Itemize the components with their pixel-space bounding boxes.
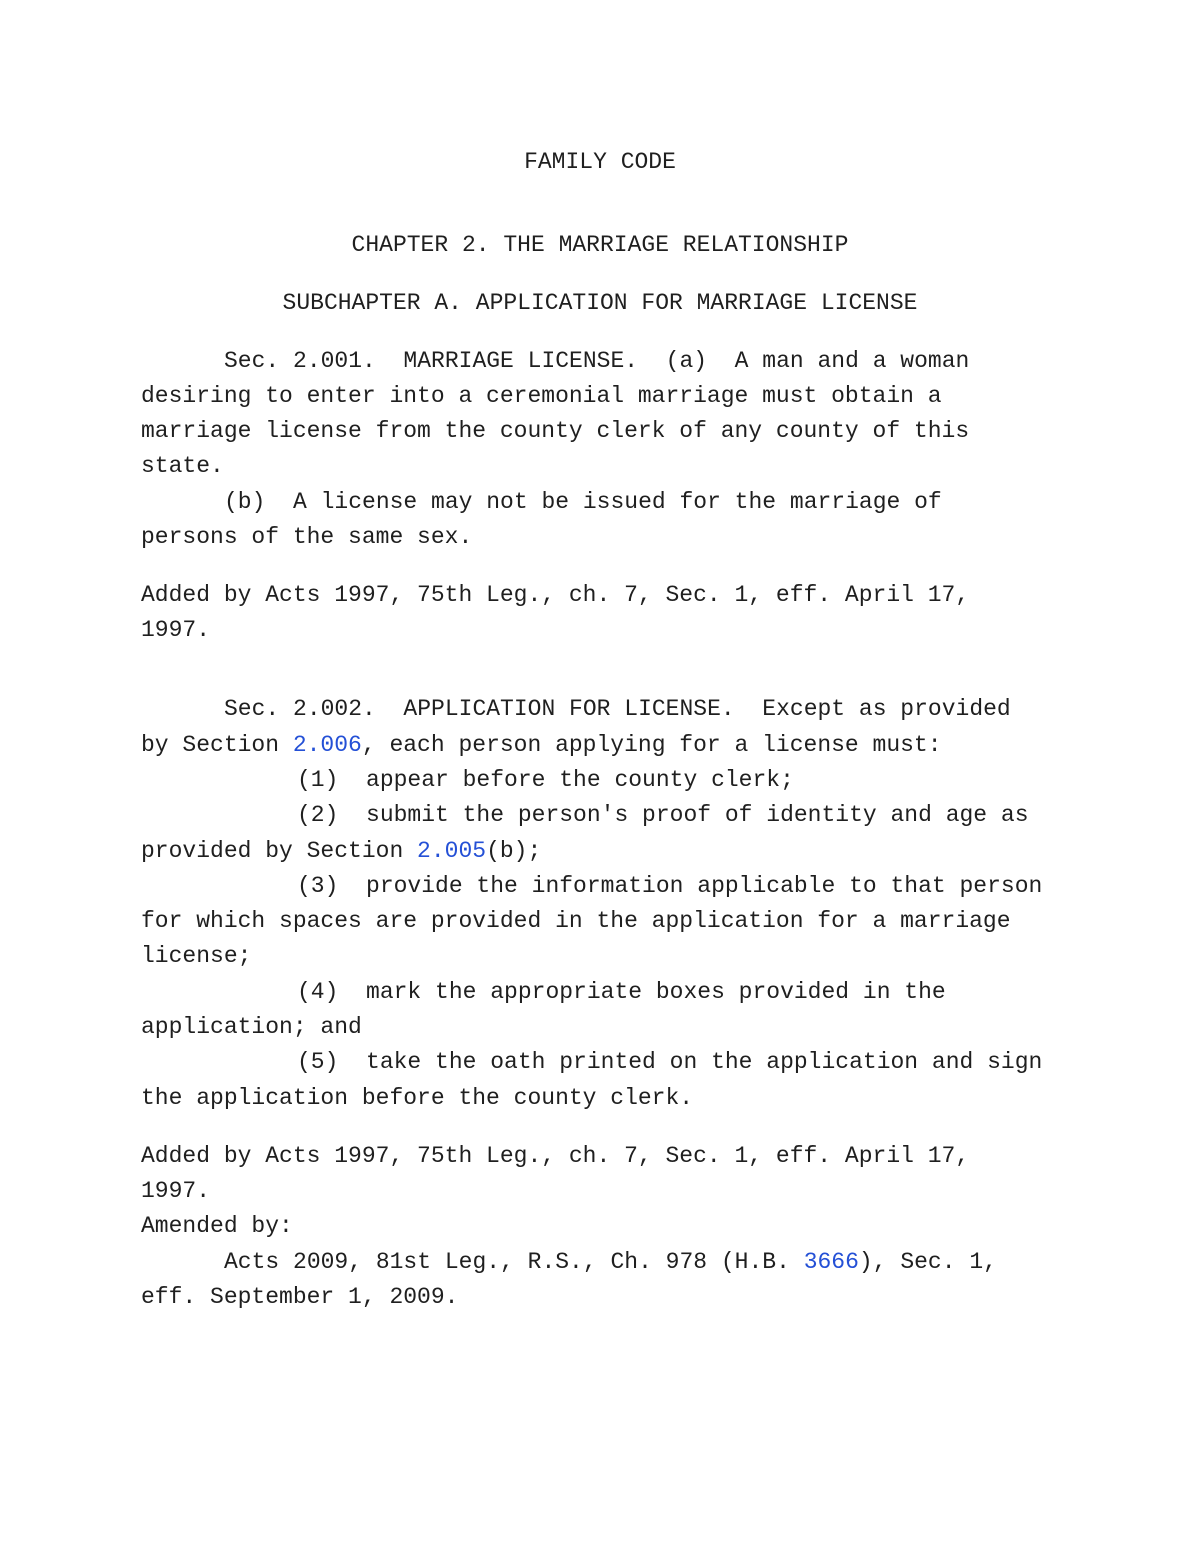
item-2-line-2 — [141, 834, 541, 869]
sec-2002-line-2-rest: , each person applying for a license must: — [361, 732, 942, 758]
sec-2001-line-6: persons of the same sex. — [141, 524, 473, 550]
sec-2001-history-2: 1997. — [141, 617, 211, 643]
item-5-line-1: (5) take the oath printed on the application and sign — [297, 1049, 1043, 1075]
amendment-line-1-text: Acts 2009, 81st Leg., R.S., Ch. 978 (H.B. — [224, 1249, 804, 1275]
item-3-line-1: (3) provide the information applicable to that person — [297, 873, 1043, 899]
item-1-line-1: (1) appear before the county clerk; — [297, 767, 794, 793]
item-4-line-1: (4) mark the appropriate boxes provided in the — [297, 979, 946, 1005]
sec-2002-line-2 — [141, 728, 942, 763]
item-3-line-3: license; — [141, 943, 252, 969]
subchapter-heading: SUBCHAPTER A. APPLICATION FOR MARRIAGE LICENSE — [282, 290, 918, 316]
amended-by-label: Amended by: — [141, 1213, 293, 1239]
sec-2001-line-4: state. — [141, 453, 224, 479]
sec-2002-history-1: Added by Acts 1997, 75th Leg., ch. 7, Sec. 1, eff. April 17, — [141, 1143, 970, 1169]
item-2-line-2-rest: (b); — [486, 838, 542, 864]
item-4-line-2: application; and — [141, 1014, 362, 1040]
hb-3666-link[interactable]: 3666 — [803, 1249, 859, 1275]
sec-2001-line-2: desiring to enter into a ceremonial marriage must obtain a — [141, 383, 942, 409]
section-2006-link[interactable]: 2.006 — [292, 732, 362, 758]
sec-2002-history-2: 1997. — [141, 1178, 211, 1204]
sec-2001-line-3: marriage license from the county clerk of any county of this — [141, 418, 970, 444]
item-3-line-2: for which spaces are provided in the application for a marriage — [141, 908, 1011, 934]
amendment-line-1-rest: ), Sec. 1, — [858, 1249, 997, 1275]
sec-2001-history-1: Added by Acts 1997, 75th Leg., ch. 7, Sec. 1, eff. April 17, — [141, 582, 970, 608]
amendment-line-1 — [224, 1245, 997, 1280]
section-2005-link[interactable]: 2.005 — [417, 838, 487, 864]
item-5-line-2: the application before the county clerk. — [141, 1085, 694, 1111]
sec-2001-line-5: (b) A license may not be issued for the marriage of — [224, 489, 942, 515]
chapter-heading: CHAPTER 2. THE MARRIAGE RELATIONSHIP — [351, 232, 849, 258]
sec-2001-line-1: Sec. 2.001. MARRIAGE LICENSE. (a) A man and a woman — [224, 348, 970, 374]
item-2-line-2-text: provided by Section — [141, 838, 418, 864]
amendment-line-2: eff. September 1, 2009. — [141, 1284, 459, 1310]
sec-2002-line-1: Sec. 2.002. APPLICATION FOR LICENSE. Except as provided — [224, 696, 1011, 722]
item-2-line-1: (2) submit the person's proof of identity and age as — [297, 802, 1029, 828]
sec-2002-line-2-text: by Section — [141, 732, 293, 758]
document-title: FAMILY CODE — [524, 149, 676, 175]
